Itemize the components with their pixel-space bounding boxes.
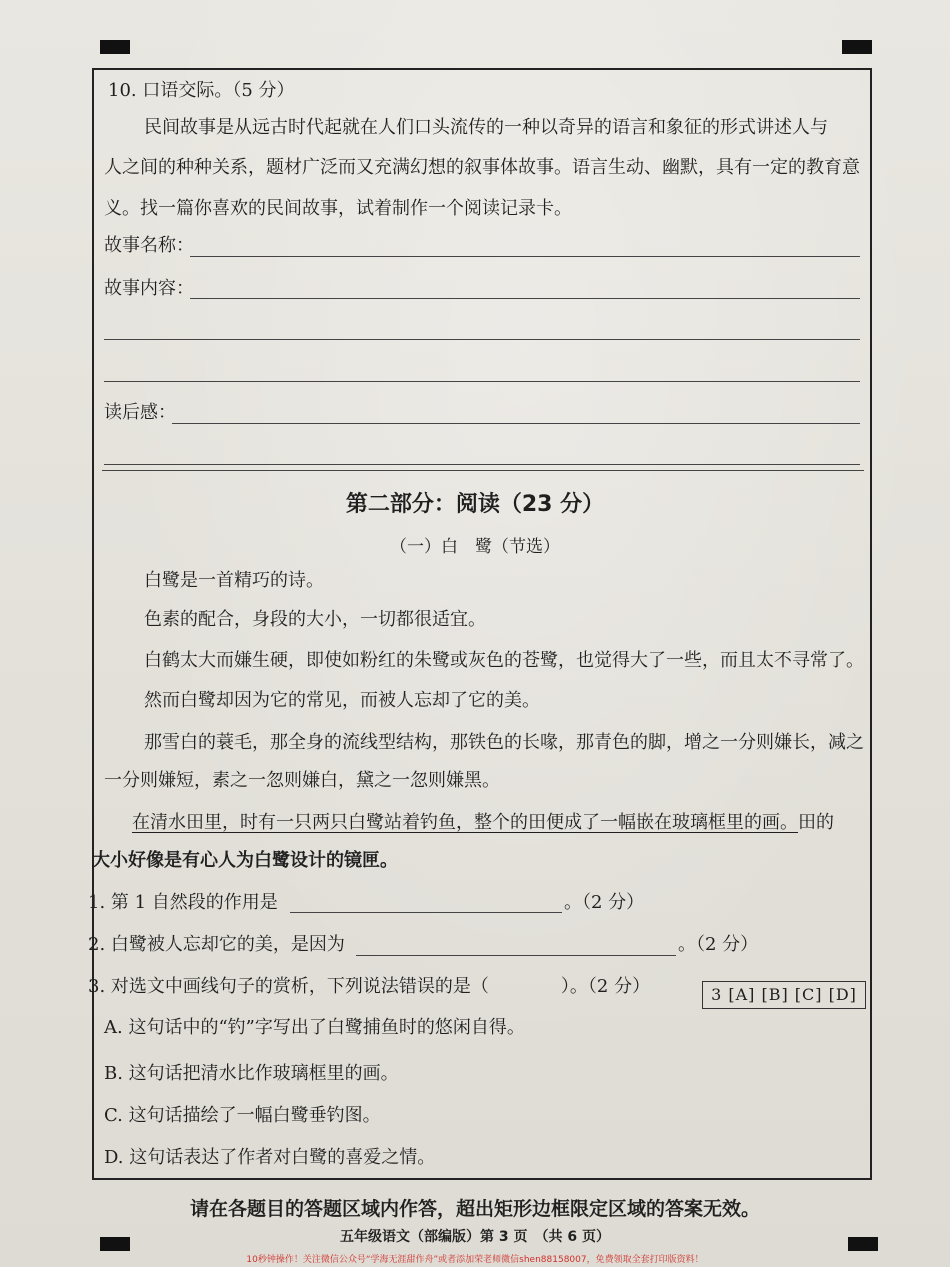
passage-paragraph-1: 白鹭是一首精巧的诗。 <box>144 570 324 591</box>
q10-title: 10. 口语交际。（5 分） <box>108 80 295 101</box>
story-content-answer-line-3[interactable] <box>104 381 860 382</box>
question-3-option-d: D. 这句话表达了作者对白鹭的喜爱之情。 <box>104 1147 436 1168</box>
registration-mark-top-left <box>100 40 130 54</box>
passage-paragraph-6-tail: 田的 <box>798 812 834 833</box>
passage-paragraph-6-line-1 <box>132 812 834 834</box>
question-3-answer-bubbles[interactable]: 3 [A] [B] [C] [D] <box>702 981 866 1009</box>
promo-watermark-text: 10秒钟操作！关注微信公众号“学海无涯甜作舟”或者添加荣老师微信shen88158007，免费领取全套打印版资料！ <box>246 1255 704 1265</box>
question-3-text: 3. 对选文中画线句子的赏析，下列说法错误的是（ ）。（2 分） <box>88 976 651 997</box>
passage-paragraph-2: 色素的配合，身段的大小，一切都很适宜。 <box>144 609 486 630</box>
passage-paragraph-3: 白鹤太大而嫌生硬，即使如粉红的朱鹭或灰色的苍鹭，也觉得大了一些，而且太不寻常了。 <box>144 650 864 671</box>
registration-mark-top-right <box>842 40 872 54</box>
passage-paragraph-5-line-1: 那雪白的蓑毛，那全身的流线型结构，那铁色的长喙，那青色的脚，增之一分则嫌长，减之 <box>144 732 864 753</box>
question-2-text: 2. 白鹭被人忘却它的美，是因为 <box>88 934 345 955</box>
passage-paragraph-5-line-2: 一分则嫌短，素之一忽则嫌白，黛之一忽则嫌黑。 <box>104 770 500 791</box>
question-2-score: 。（2 分） <box>678 934 759 955</box>
story-content-answer-line-1[interactable] <box>190 298 860 299</box>
q10-paragraph-line-3: 义。找一篇你喜欢的民间故事，试着制作一个阅读记录卡。 <box>104 198 572 219</box>
section-divider <box>102 470 864 471</box>
page-number-info: 五年级语文（部编版）第 3 页 （共 6 页） <box>340 1229 610 1245</box>
question-3-option-c: C. 这句话描绘了一幅白鹭垂钓图。 <box>104 1105 381 1126</box>
story-content-label: 故事内容： <box>104 278 194 299</box>
question-1-answer-line[interactable] <box>290 912 562 913</box>
story-name-label: 故事名称： <box>104 235 194 256</box>
q10-paragraph-line-2: 人之间的种种关系，题材广泛而又充满幻想的叙事体故事。语言生动、幽默，具有一定的教育意 <box>104 157 860 178</box>
answer-area-notice: 请在各题目的答题区域内作答，超出矩形边框限定区域的答案无效。 <box>189 1198 760 1220</box>
passage-paragraph-4: 然而白鹭却因为它的常见，而被人忘却了它的美。 <box>144 690 540 711</box>
question-3-option-b: B. 这句话把清水比作玻璃框里的画。 <box>104 1063 399 1084</box>
reflection-label: 读后感： <box>104 402 176 423</box>
story-content-answer-line-2[interactable] <box>104 339 860 340</box>
question-3-option-a: A. 这句话中的“钓”字写出了白鹭捕鱼时的悠闲自得。 <box>104 1017 525 1038</box>
reflection-answer-line-1[interactable] <box>172 423 860 424</box>
story-name-answer-line[interactable] <box>190 256 860 257</box>
question-1-score: 。（2 分） <box>564 892 645 913</box>
reflection-answer-line-2[interactable] <box>104 464 860 465</box>
part2-title: 第二部分：阅读（23 分） <box>345 492 605 517</box>
q10-paragraph-line-1: 民间故事是从远古时代起就在人们口头流传的一种以奇异的语言和象征的形式讲述人与 <box>144 117 828 138</box>
passage-paragraph-6-line-2: 大小好像是有心人为白鹭设计的镜匣。 <box>92 850 398 871</box>
underlined-sentence: 在清水田里，时有一只两只白鹭站着钓鱼，整个的田便成了一幅嵌在玻璃框里的画。 <box>132 812 798 833</box>
passage-subtitle: （一）白 鹭（节选） <box>390 537 560 557</box>
question-2-answer-line[interactable] <box>356 955 676 956</box>
question-1-text: 1. 第 1 自然段的作用是 <box>88 892 278 913</box>
